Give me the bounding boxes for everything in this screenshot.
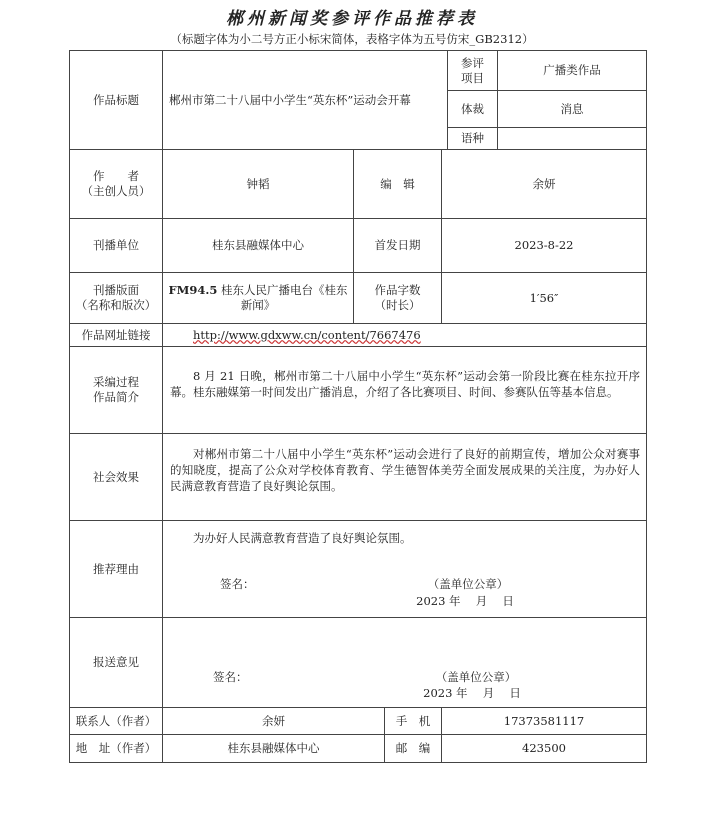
value-genre: 消息 <box>560 101 584 116</box>
value-postcode: 423500 <box>522 741 566 755</box>
value-reason-text: 为办好人民满意教育营造了良好舆论氛围。 <box>193 531 412 545</box>
label-opinion: 报送意见 <box>93 655 139 669</box>
label-url: 作品网址链接 <box>81 327 151 342</box>
value-layout-name: 桂东人民广播电台《桂东新闻》 <box>217 283 348 312</box>
label-layout-line2: （名称和版次） <box>75 298 157 312</box>
label-genre: 体裁 <box>461 101 484 116</box>
value-effect: 对郴州市第二十八届中小学生“英东杯”运动会进行了良好的前期宣传，增加公众对赛事的知晓度，提高了公众对学校体育教育、学生德智体美劳全面发展成果的关注度，为办好人民满意教育营造了良好舆论氛围。 <box>170 447 640 493</box>
label-address: 地 址（作者） <box>75 741 157 755</box>
value-url <box>193 324 633 346</box>
label-author-line2: （主创人员） <box>81 184 151 198</box>
page-subtitle: （标题字体为小二号方正小标宋简体，表格字体为五号仿宋_GB2312） <box>170 32 534 46</box>
label-work-title: 作品标题 <box>93 92 139 107</box>
label-contact: 联系人（作者） <box>75 713 157 728</box>
label-reason: 推荐理由 <box>93 561 139 576</box>
value-entry-item: 广播类作品 <box>543 63 601 77</box>
label-author <box>70 150 162 218</box>
page-title: 郴州新闻奖参评作品推荐表 <box>226 9 478 29</box>
label-language: 语种 <box>461 131 484 145</box>
value-editor: 余妍 <box>532 176 556 191</box>
reason-sign-label: 签名： <box>220 576 255 591</box>
label-author-line1: 作 者 <box>93 169 139 183</box>
value-layout <box>165 273 351 323</box>
value-length: 1′56″ <box>529 290 559 305</box>
label-publisher: 刊播单位 <box>93 238 139 252</box>
label-entry-item: 参评项目 <box>461 55 484 85</box>
label-layout-line1: 刊播版面 <box>93 283 139 297</box>
value-work-title: 郴州市第二十八届中小学生“英东杯”运动会开幕 <box>169 92 411 107</box>
work-url-link[interactable]: http://www.gdxww.cn/content/7667476 <box>193 327 421 342</box>
label-length-line1: 作品字数 <box>374 283 421 297</box>
value-first-date: 2023-8-22 <box>514 238 574 252</box>
value-address: 桂东县融媒体中心 <box>227 741 320 755</box>
value-process: 8 月 21 日晚，郴州市第二十八届中小学生“英东杯”运动会第一阶段比赛在桂东拉开序幕。桂东融媒第一时间发出广播消息，介绍了各比赛项目、时间、参赛队伍等基本信息。 <box>170 369 640 399</box>
label-first-date: 首发日期 <box>374 238 421 252</box>
value-publisher: 桂东县融媒体中心 <box>212 238 304 252</box>
label-process-line2: 作品简介 <box>93 390 139 404</box>
label-process-line1: 采编过程 <box>93 375 139 389</box>
label-process <box>70 347 162 433</box>
reason-seal-label: （盖单位公章） <box>427 576 509 591</box>
opinion-date-line: 2023 年 月 日 <box>423 685 521 700</box>
label-layout <box>70 273 162 323</box>
label-length-line2: （时长） <box>374 298 421 312</box>
value-contact: 余妍 <box>262 713 285 728</box>
opinion-sign-label: 签名： <box>213 669 248 684</box>
value-author: 钟韬 <box>246 176 270 191</box>
value-layout-frequency: FM94.5 <box>168 283 218 297</box>
label-editor: 编 辑 <box>380 176 415 191</box>
value-phone: 17373581117 <box>503 713 585 728</box>
reason-date-line: 2023 年 月 日 <box>416 593 514 608</box>
label-length <box>354 273 441 323</box>
label-postcode: 邮 编 <box>395 741 431 755</box>
opinion-seal-label: （盖单位公章） <box>435 669 517 684</box>
value-language <box>498 128 646 149</box>
label-phone: 手 机 <box>395 713 431 728</box>
label-effect: 社会效果 <box>93 469 139 484</box>
